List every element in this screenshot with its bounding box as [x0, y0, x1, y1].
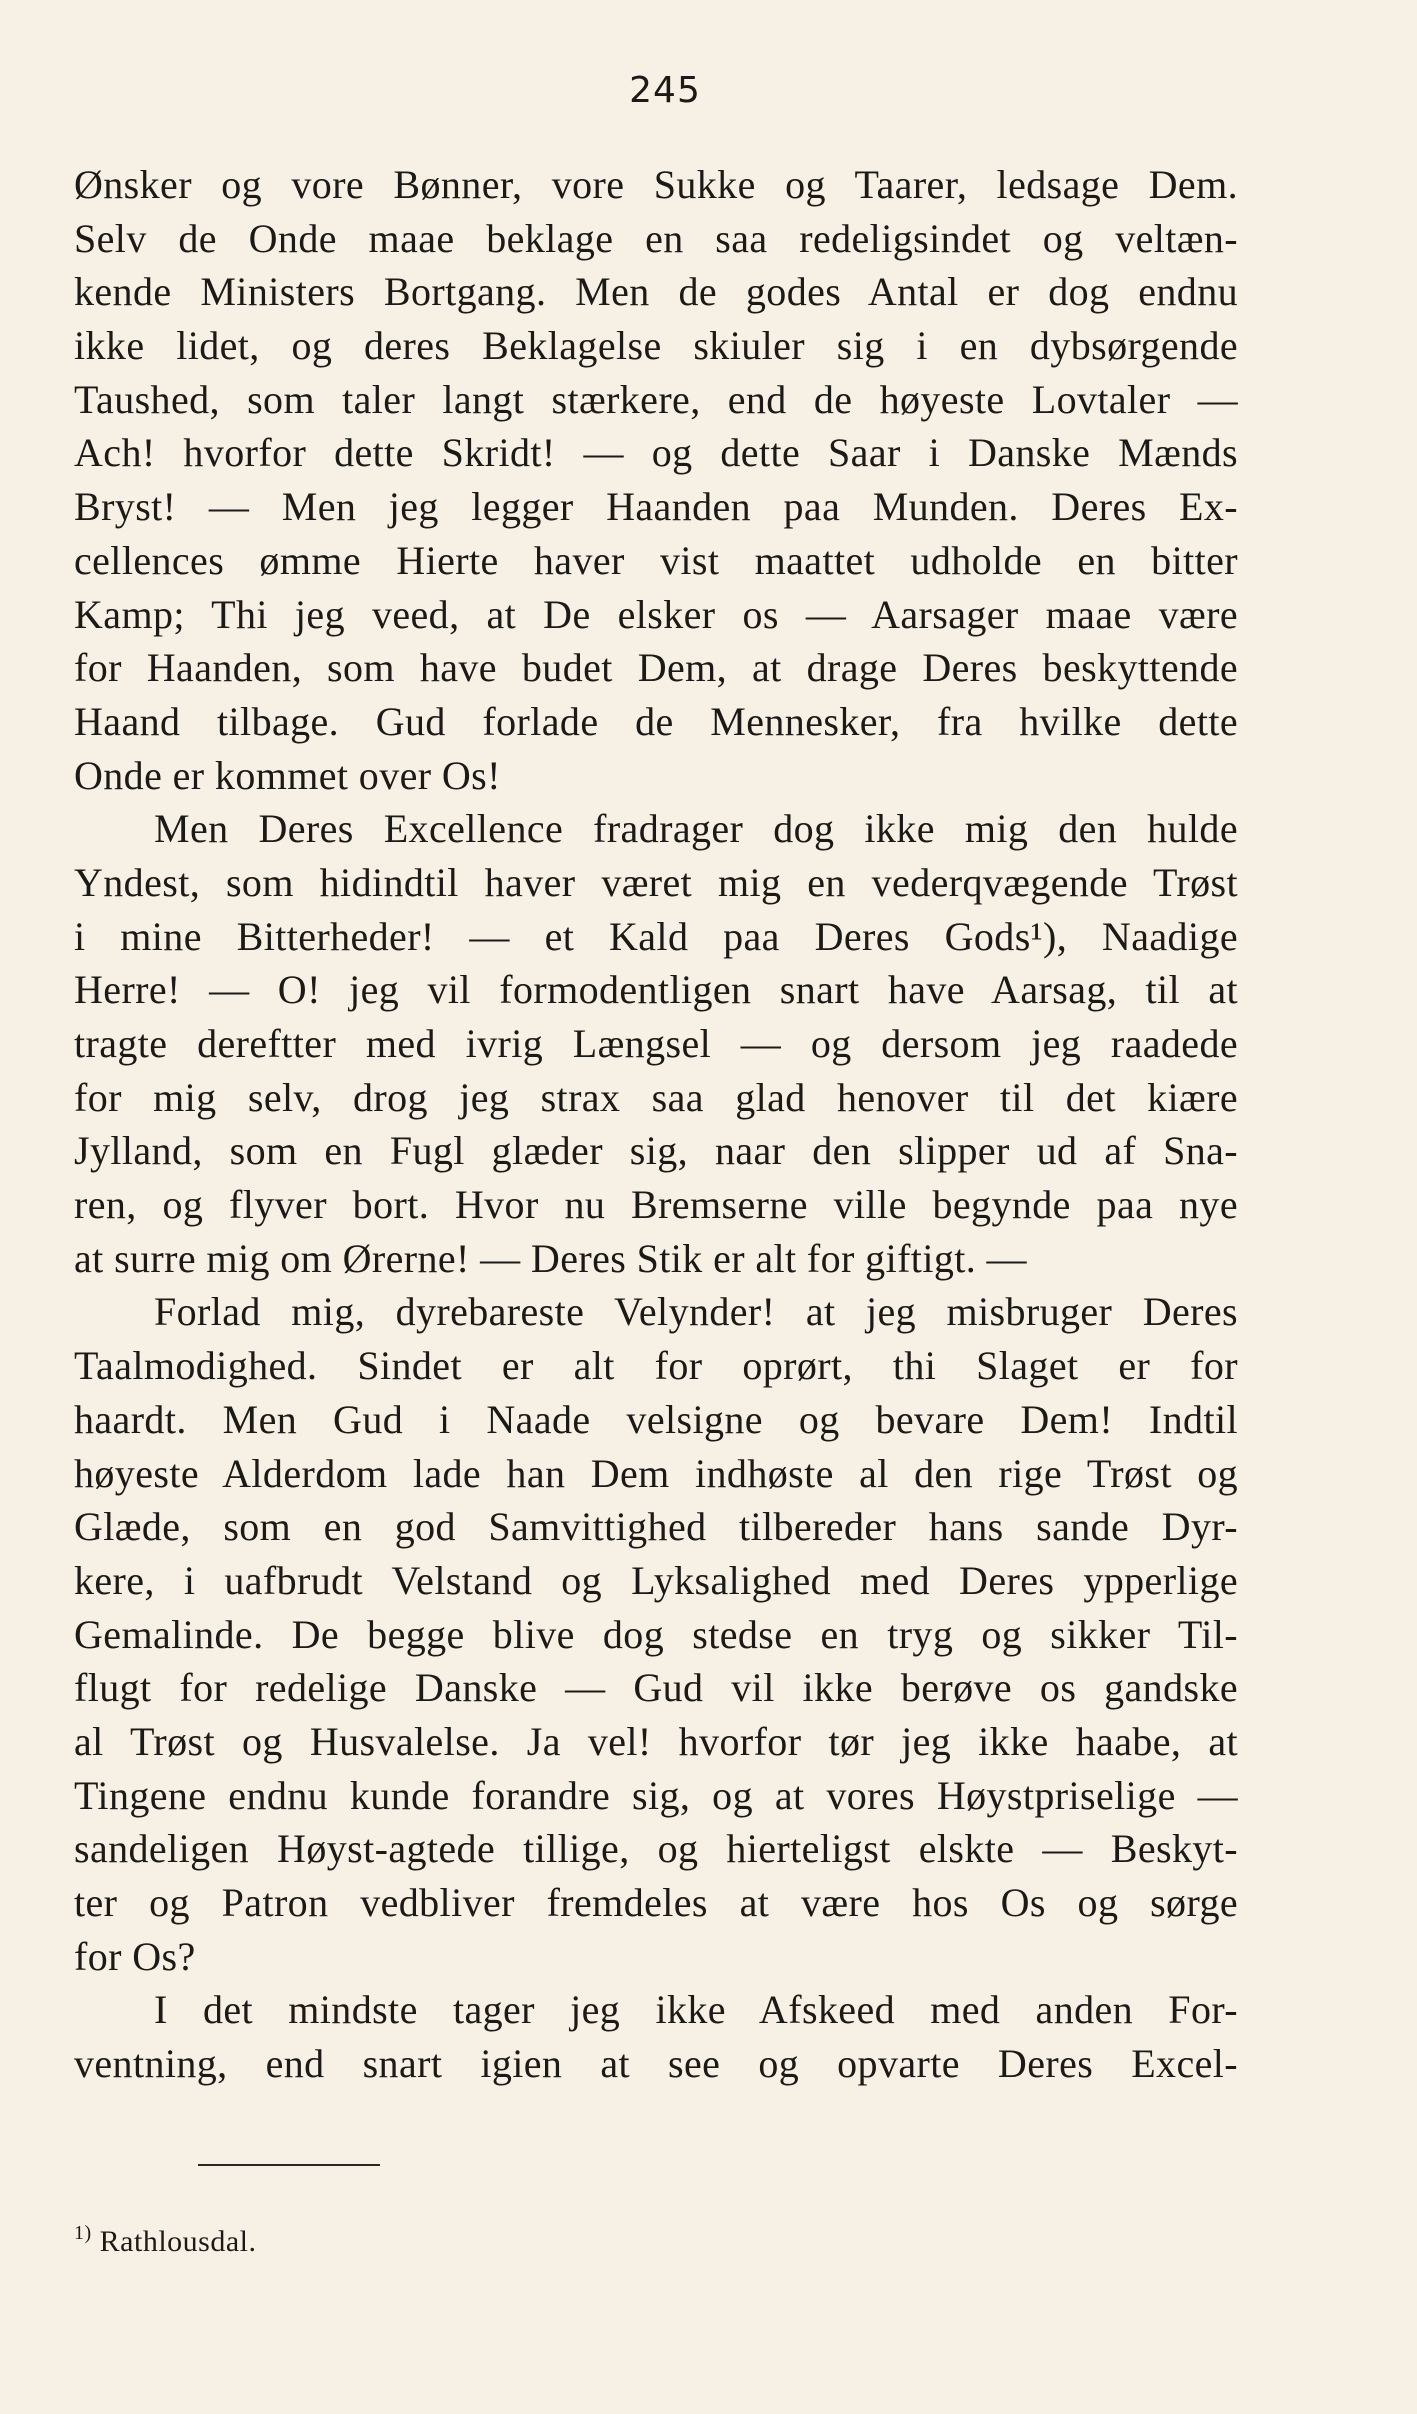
text-line: Kamp; Thi jeg veed, at De elsker os — Aarsager maae være [74, 591, 1238, 637]
text-line: for Haanden, som have budet Dem, at drage Deres beskyttende [74, 645, 1238, 691]
text-line: ventning, end snart igien at see og opvarte Deres Excel- [74, 2041, 1238, 2087]
text-line: Taalmodighed. Sindet er alt for oprørt, thi Slaget er for [74, 1343, 1238, 1389]
body-text [74, 158, 1238, 2091]
text-line: Onde er kommet over Os! [74, 752, 501, 798]
text-line: haardt. Men Gud i Naade velsigne og bevare Dem! Indtil [74, 1396, 1238, 1442]
text-line: Ach! hvorfor dette Skridt! — og dette Saar i Danske Mænds [74, 430, 1238, 476]
text-line: I det mindste tager jeg ikke Afskeed med anden For- [154, 1987, 1238, 2033]
text-line: tragte dereftter med ivrig Længsel — og dersom jeg raadede [74, 1021, 1238, 1066]
text-line: kende Ministers Bortgang. Men de godes Antal er dog endnu [74, 269, 1238, 315]
text-line: for Os? [74, 1933, 196, 1979]
text-line: Yndest, som hidindtil haver været mig en vederqvægende Trøst [74, 859, 1238, 905]
text-line: Bryst! — Men jeg legger Haanden paa Munden. Deres Ex- [74, 484, 1238, 530]
text-line: al Trøst og Husvalelse. Ja vel! hvorfor tør jeg ikke haabe, at [74, 1718, 1238, 1764]
text-line: Taushed, som taler langt stærkere, end de høyeste Lovtaler — [74, 376, 1238, 422]
text-line: høyeste Alderdom lade han Dem indhøste al den rige Trøst og [74, 1450, 1238, 1496]
footnote-text: Rathlousdal. [99, 2225, 257, 2258]
text-line: ren, og flyver bort. Hvor nu Bremserne ville begynde paa nye [74, 1182, 1238, 1228]
text-line: i mine Bitterheder! — et Kald paa Deres Gods¹), Naadige [74, 913, 1238, 959]
text-line: Ønsker og vore Bønner, vore Sukke og Taarer, ledsage Dem. [74, 162, 1238, 207]
page-number: 245 [629, 70, 701, 111]
text-line: kere, i uafbrudt Velstand og Lyksalighed med Deres ypperlige [74, 1557, 1238, 1603]
text-line: flugt for redelige Danske — Gud vil ikke berøve os gandske [74, 1665, 1238, 1711]
footnote-marker: 1) [74, 2222, 92, 2244]
text-line: ikke lidet, og deres Beklagelse skiuler sig i en dybsørgende [74, 323, 1238, 369]
text-line: for mig selv, drog jeg strax saa glad henover til det kiære [74, 1074, 1238, 1120]
text-line: Gemalinde. De begge blive dog stedse en tryg og sikker Til- [74, 1611, 1238, 1657]
text-line: sandeligen Høyst-agtede tillige, og hierteligst elskte — Beskyt- [74, 1826, 1238, 1872]
text-line: Forlad mig, dyrebareste Velynder! at jeg misbruger Deres [154, 1289, 1238, 1335]
text-line: at surre mig om Ørerne! — Deres Stik er alt for giftigt. — [74, 1235, 1027, 1281]
text-line: Jylland, som en Fugl glæder sig, naar den slipper ud af Sna- [74, 1128, 1238, 1174]
footnote-divider [198, 2164, 380, 2166]
text-line: Selv de Onde maae beklage en saa redeligsindet og veltæn- [74, 215, 1238, 261]
text-line: Men Deres Excellence fradrager dog ikke mig den hulde [154, 806, 1238, 852]
text-line: Herre! — O! jeg vil formodentligen snart have Aarsag, til at [74, 967, 1238, 1013]
footnote [74, 2222, 257, 2259]
text-line: cellences ømme Hierte haver vist maattet udholde en bitter [74, 537, 1238, 583]
text-line: Glæde, som en god Samvittighed tilbereder hans sande Dyr- [74, 1504, 1238, 1550]
text-line: Haand tilbage. Gud forlade de Mennesker, fra hvilke dette [74, 698, 1238, 744]
text-line: Tingene endnu kunde forandre sig, og at vores Høystpriselige — [74, 1772, 1238, 1818]
text-line: ter og Patron vedbliver fremdeles at være hos Os og sørge [74, 1880, 1238, 1925]
